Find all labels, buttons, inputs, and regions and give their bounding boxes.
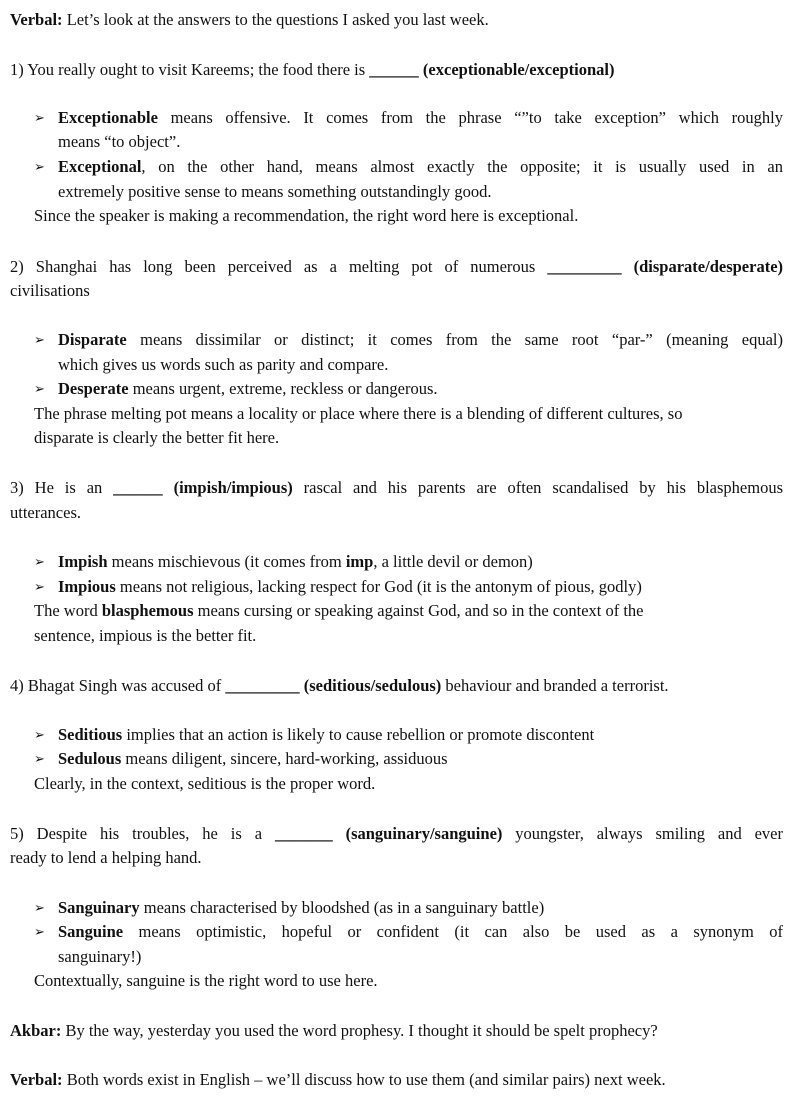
dialogue-text: Both words exist in English – we’ll discuss how to use them (and similar pairs) next week.	[62, 1070, 666, 1089]
question-text: Despite his troubles, he is a	[23, 824, 275, 843]
question-number: 5)	[10, 824, 24, 843]
speaker-label: Akbar:	[10, 1021, 62, 1040]
bullet-text: means offensive. It comes from the phrase “”to take exception” which roughly	[157, 108, 783, 127]
question-blank: _______	[274, 824, 333, 843]
bullet-term: Sanguinary	[58, 898, 140, 917]
arrow-bullet-icon: ➢	[34, 900, 45, 915]
question-1	[10, 60, 614, 80]
arrow-bullet-icon: ➢	[34, 381, 45, 396]
bullet-line: which gives us words such as parity and compare.	[58, 355, 389, 374]
question-number: 3)	[10, 478, 24, 497]
conclusion: disparate is clearly the better fit here.	[34, 428, 280, 447]
conclusion: Clearly, in the context, seditious is the proper word.	[34, 774, 376, 793]
question-options: (sanguinary/sanguine)	[345, 824, 503, 843]
question-3	[10, 478, 783, 498]
arrow-bullet-icon: ➢	[34, 110, 45, 125]
bullet-bold-word: imp	[345, 552, 374, 571]
bullet-line: extremely positive sense to means something outstandingly good.	[58, 182, 492, 201]
question-blank: _________	[225, 676, 300, 695]
bullet-line	[58, 898, 783, 918]
dialogue-akbar	[10, 1021, 658, 1041]
bullet-text: means characterised by bloodshed (as in a sanguinary battle)	[139, 898, 545, 917]
question-text-continued: civilisations	[10, 281, 90, 300]
question-text: behaviour and branded a terrorist.	[441, 676, 669, 695]
conclusion	[34, 601, 644, 621]
conclusion: sentence, impious is the better fit.	[34, 626, 257, 645]
bullet-text: means not religious, lacking respect for God (it is the antonym of pious, godly)	[115, 577, 642, 596]
bullet-line	[58, 108, 783, 128]
bullet-line	[58, 577, 783, 597]
bullet-text: means optimistic, hopeful or confident (it can also be used as a synonym of	[123, 922, 783, 941]
question-options: (disparate/desperate)	[633, 257, 784, 276]
question-text: He is an	[23, 478, 114, 497]
arrow-bullet-icon: ➢	[34, 554, 45, 569]
bullet-term: Sedulous	[58, 749, 122, 768]
question-text-continued: utterances.	[10, 503, 82, 522]
question-text-continued: ready to lend a helping hand.	[10, 848, 202, 867]
conclusion: Contextually, sanguine is the right word to use here.	[34, 971, 378, 990]
bullet-term: Impish	[58, 552, 108, 571]
bullet-line: sanguinary!)	[58, 947, 142, 966]
arrow-bullet-icon: ➢	[34, 727, 45, 742]
question-text: You really ought to visit Kareems; the food there is	[23, 60, 370, 79]
bullet-text: means diligent, sincere, hard-working, assiduous	[121, 749, 448, 768]
bullet-line	[58, 379, 783, 399]
question-number: 4)	[10, 676, 24, 695]
dialogue-verbal-close	[10, 1070, 666, 1090]
arrow-bullet-icon: ➢	[34, 751, 45, 766]
question-number: 2)	[10, 257, 24, 276]
conclusion-bold-word: blasphemous	[101, 601, 194, 620]
arrow-bullet-icon: ➢	[34, 159, 45, 174]
question-text: Shanghai has long been perceived as a melting pot of numerous	[23, 257, 548, 276]
question-5	[10, 824, 783, 844]
question-options: (seditious/sedulous)	[303, 676, 442, 695]
arrow-bullet-icon: ➢	[34, 332, 45, 347]
bullet-text: means mischievous (it comes from	[107, 552, 346, 571]
conclusion: The phrase melting pot means a locality or place where there is a blending of different cultures, so	[34, 404, 683, 423]
conclusion-text: The word	[34, 601, 102, 620]
bullet-term: Disparate	[58, 330, 127, 349]
bullet-line	[58, 552, 783, 572]
bullet-term: Desperate	[58, 379, 129, 398]
question-4	[10, 676, 669, 696]
bullet-line	[58, 330, 783, 350]
question-blank: _________	[547, 257, 622, 276]
bullet-term: Seditious	[58, 725, 123, 744]
question-text: rascal and his parents are often scandalised by his blasphemous	[292, 478, 783, 497]
question-text: Bhagat Singh was accused of	[23, 676, 226, 695]
conclusion-text: means cursing or speaking against God, and so in the context of the	[193, 601, 644, 620]
bullet-text: , on the other hand, means almost exactly the opposite; it is usually used in an	[141, 157, 783, 176]
speaker-label: Verbal:	[10, 1070, 63, 1089]
bullet-line	[58, 749, 783, 769]
question-options: (impish/impious)	[173, 478, 293, 497]
arrow-bullet-icon: ➢	[34, 579, 45, 594]
question-blank: ______	[113, 478, 163, 497]
bullet-term: Sanguine	[58, 922, 124, 941]
question-text: youngster, always smiling and ever	[502, 824, 783, 843]
bullet-text: implies that an action is likely to cause rebellion or promote discontent	[122, 725, 595, 744]
speaker-label: Verbal:	[10, 10, 63, 29]
bullet-line: means “to object”.	[58, 132, 181, 151]
bullet-term: Exceptionable	[58, 108, 158, 127]
question-2	[10, 257, 783, 277]
bullet-line	[58, 157, 783, 177]
bullet-line	[58, 725, 783, 745]
dialogue-text: By the way, yesterday you used the word prophesy. I thought it should be spelt prophecy?	[61, 1021, 658, 1040]
bullet-term: Impious	[58, 577, 116, 596]
arrow-bullet-icon: ➢	[34, 924, 45, 939]
bullet-text: means dissimilar or distinct; it comes from the same root “par-” (meaning equal)	[126, 330, 783, 349]
question-blank: ______	[369, 60, 419, 79]
conclusion: Since the speaker is making a recommendation, the right word here is exceptional.	[34, 206, 579, 225]
bullet-term: Exceptional	[58, 157, 142, 176]
question-number: 1)	[10, 60, 24, 79]
bullet-text: , a little devil or demon)	[373, 552, 533, 571]
dialogue-verbal-open	[10, 10, 489, 30]
dialogue-text: Let’s look at the answers to the questions I asked you last week.	[62, 10, 489, 29]
bullet-text: means urgent, extreme, reckless or dangerous.	[128, 379, 438, 398]
question-options: (exceptionable/exceptional)	[422, 60, 615, 79]
bullet-line	[58, 922, 783, 942]
